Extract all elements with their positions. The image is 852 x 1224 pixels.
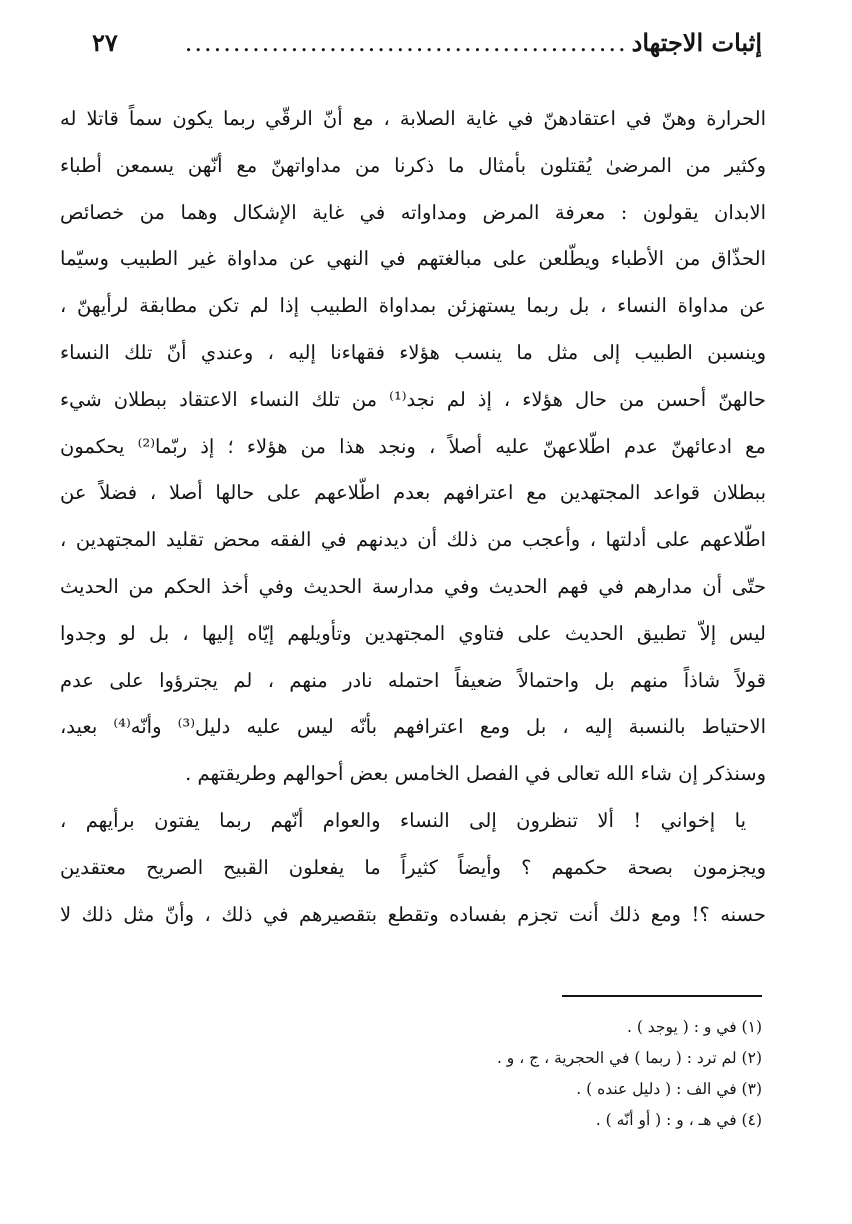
text-line: ليس إلاّ تطبيق الحديث على فتاوي المجتهدين وتأويلهم إيّاه إليها ، بل لو وجدوا xyxy=(60,621,766,645)
text-line: الابدان يقولون : معرفة المرض ومداواته في غاية الإشكال وهما من خصائص xyxy=(60,200,766,224)
main-text xyxy=(60,96,766,938)
text-line: حسنه ؟! ومع ذلك أنت تجزم بفساده وتقطع بتقصيرهم في ذلك ، وأنّ مثل ذلك لا xyxy=(60,902,766,926)
footnote: (٢) لم ترد : ( ربما ) في الحجرية ، ج ، و . xyxy=(496,1049,762,1067)
text-line: الحرارة وهنّ في اعتقادهنّ في غاية الصلابة ، مع أنّ الرقّي ربما يكون سماً قاتلا له xyxy=(60,107,766,130)
text-line: عن مداواة النساء ، بل ربما يستهزئن بمداواة الطبيب إذا لم تكن مطابقة لرأيهنّ ، xyxy=(60,294,766,318)
text-line: ويجزمون بصحة حكمهم ؟ وأيضاً كثيراً ما يفعلون القبيح الصريح معتقدين xyxy=(60,855,766,879)
footnotes xyxy=(300,1012,762,1136)
text-line: اطّلاعهم على أدلتها ، وأعجب من ذلك أن ديدنهم في الفقه محض تقليد المجتهدين ، xyxy=(60,528,766,552)
header-leader-dots: .............................................. xyxy=(184,29,628,57)
text-line: حالهنّ أحسن من حال هؤلاء ، إذ لم نجد⁽¹⁾ من تلك النساء الاعتقاد ببطلان شيء xyxy=(60,387,766,411)
footnote-separator xyxy=(562,995,762,997)
text-line: وسنذكر إن شاء الله تعالى في الفصل الخامس بعض أحوالهم وطريقتهم . xyxy=(185,762,766,786)
text-line: ببطلان قواعد المجتهدين مع اعترافهم بعدم اطّلاعهم على حالها أصلا ، فضلاً عن xyxy=(60,481,766,505)
page-number: ٢٧ xyxy=(92,28,118,57)
footnote: (١) في و : ( يوجد ) . xyxy=(626,1018,762,1036)
footnote: (٤) في هـ ، و : ( أو أنّه ) . xyxy=(595,1111,762,1129)
text-line: وينسبن الطبيب إلى مثل ما ينسب هؤلاء فقهاءنا إليه ، وعندي أنّ تلك النساء xyxy=(60,340,766,364)
text-line: حتّى أن مدارهم في فهم الحديث وفي مدارسة الحديث وفي أخذ الحكم من الحديث xyxy=(60,574,766,598)
text-line: وكثير من المرضىٰ يُقتلون بأمثال ما ذكرنا من مداواتهنّ مع أنّهن يسمعن أطباء xyxy=(60,153,766,177)
text-line: مع ادعائهنّ عدم اطّلاعهنّ عليه أصلاً ، ونجد هذا من هؤلاء ؛ إذ ربّما⁽²⁾ يحكمون xyxy=(60,434,766,458)
running-header xyxy=(92,28,762,68)
text-line: الحذّاق من الأطباء ويطّلعن على مبالغتهم في النهي عن مداواة غير الطبيب وسيّما xyxy=(60,247,766,271)
header-title: إثبات الاجتهاد xyxy=(631,28,762,57)
footnote: (٣) في الف : ( دليل عنده ) . xyxy=(576,1080,762,1098)
text-line: قولاً شاذاً منهم بل واحتمالاً ضعيفاً احتمله نادر منهم ، لم يجترؤوا على عدم xyxy=(60,668,766,692)
text-line: يا إخواني ! ألا تنظرون إلى النساء والعوام أنّهم ربما يفتون برأيهم ، xyxy=(60,808,746,832)
text-line: الاحتياط بالنسبة إليه ، بل ومع اعترافهم بأنّه ليس عليه دليل⁽³⁾ وأنّه⁽⁴⁾ بعيد، xyxy=(60,715,766,739)
